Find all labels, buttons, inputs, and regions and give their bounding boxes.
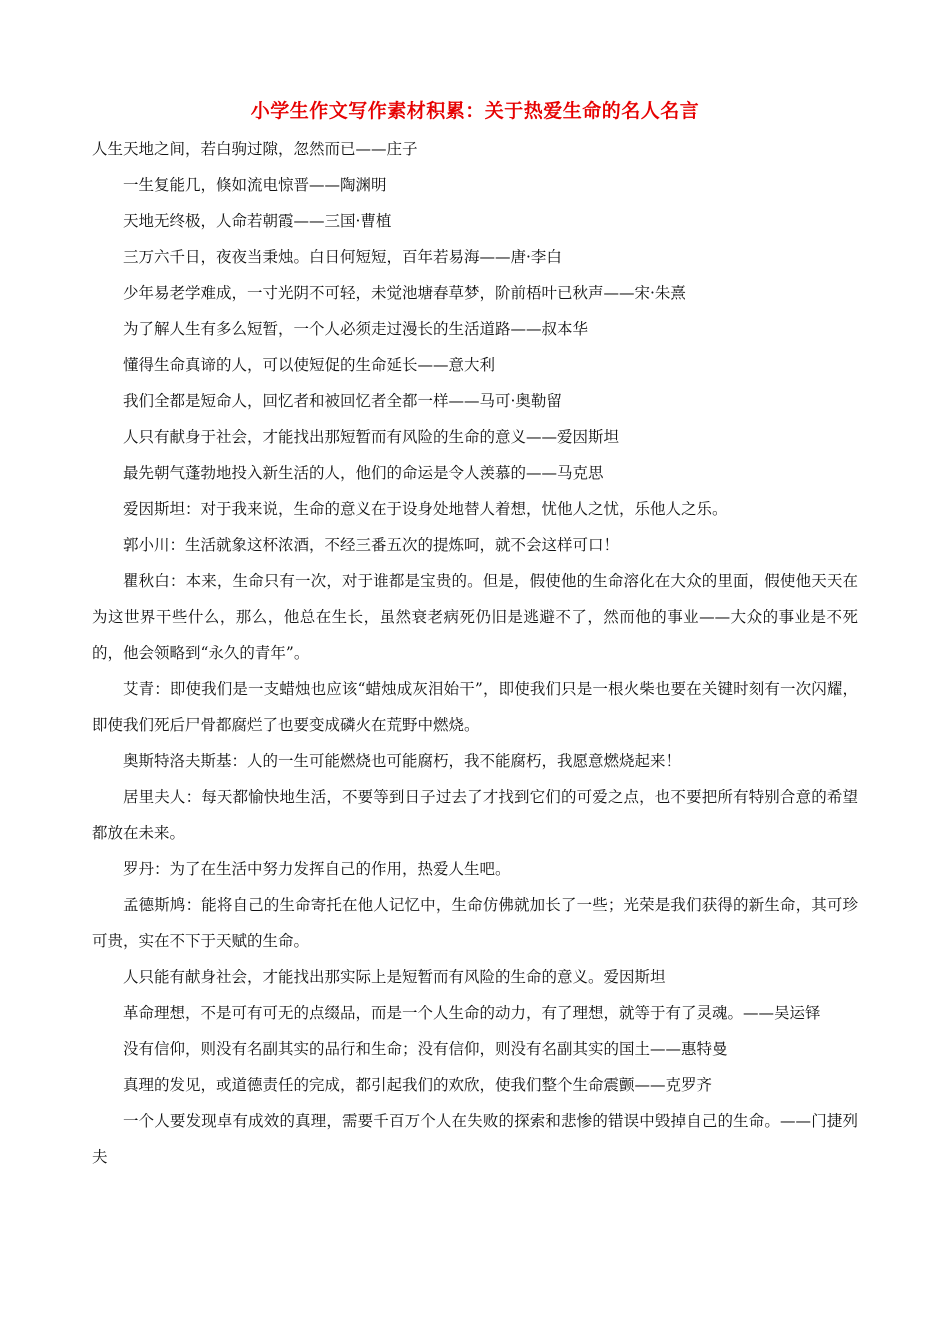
paragraph: 居里夫人：每天都愉快地生活，不要等到日子过去了才找到它们的可爱之点，也不要把所有特别合意的希望都放在未来。 (92, 788, 858, 842)
paragraph: 最先朝气蓬勃地投入新生活的人，他们的命运是令人羡慕的——马克思 (123, 464, 604, 482)
paragraph: 瞿秋白：本来，生命只有一次，对于谁都是宝贵的。但是，假使他的生命溶化在大众的里面，假使他天天在为这世界干些什么，那么，他总在生长，虽然衰老病死仍旧是逃避不了，然而他的事业——大众的事业是不死的，他会领略到“永久的青年”。 (92, 572, 858, 662)
paragraph: 一生复能几，倏如流电惊晋——陶渊明 (123, 176, 387, 194)
paragraph: 革命理想，不是可有可无的点缀品，而是一个人生命的动力，有了理想，就等于有了灵魂。——吴运铎 (123, 1004, 821, 1022)
paragraph: 天地无终极，人命若朝霞——三国·曹植 (123, 212, 392, 230)
paragraph: 少年易老学难成，一寸光阴不可轻，未觉池塘春草梦，阶前梧叶已秋声——宋·朱熹 (123, 284, 686, 302)
paragraph: 孟德斯鸠：能将自己的生命寄托在他人记忆中，生命仿佛就加长了一些；光荣是我们获得的新生命，其可珍可贵，实在不下于天赋的生命。 (92, 896, 858, 950)
paragraph: 人只有献身于社会，才能找出那短暂而有风险的生命的意义——爱因斯坦 (123, 428, 620, 446)
paragraph: 三万六千日，夜夜当秉烛。白日何短短，百年若易海——唐·李白 (123, 248, 562, 266)
paragraph: 艾青：即使我们是一支蜡烛也应该“蜡烛成灰泪始干”，即使我们只是一根火柴也要在关键时刻有一次闪耀，即使我们死后尸骨都腐烂了也要变成磷火在荒野中燃烧。 (92, 680, 858, 734)
paragraph: 罗丹：为了在生活中努力发挥自己的作用，热爱人生吧。 (123, 860, 511, 878)
paragraph: 爱因斯坦：对于我来说，生命的意义在于设身处地替人着想，忧他人之忧，乐他人之乐。 (123, 500, 728, 518)
paragraph: 为了解人生有多么短暂，一个人必须走过漫长的生活道路——叔本华 (123, 320, 589, 338)
paragraph: 郭小川：生活就象这杯浓酒，不经三番五次的提炼呵，就不会这样可口！ (123, 536, 620, 554)
paragraph: 人只能有献身社会，才能找出那实际上是短暂而有风险的生命的意义。爱因斯坦 (123, 968, 666, 986)
document-title: 小学生作文写作素材积累：关于热爱生命的名人名言 (250, 100, 700, 122)
paragraph: 真理的发见，或道德责任的完成，都引起我们的欢欣，使我们整个生命震颤——克罗齐 (123, 1076, 713, 1094)
paragraph: 一个人要发现卓有成效的真理，需要千百万个人在失败的探索和悲惨的错误中毁掉自己的生命。——门捷列夫 (92, 1112, 858, 1166)
paragraph: 懂得生命真谛的人，可以使短促的生命延长——意大利 (123, 356, 496, 374)
paragraph: 奥斯特洛夫斯基：人的一生可能燃烧也可能腐朽，我不能腐朽，我愿意燃烧起来！ (123, 752, 682, 770)
paragraph: 没有信仰，则没有名副其实的品行和生命；没有信仰，则没有名副其实的国土——惠特曼 (123, 1040, 728, 1058)
paragraph: 我们全都是短命人，回忆者和被回忆者全都一样——马可·奥勒留 (123, 392, 562, 410)
paragraph: 人生天地之间，若白驹过隙，忽然而已——庄子 (92, 140, 418, 158)
document-body (92, 131, 858, 1175)
